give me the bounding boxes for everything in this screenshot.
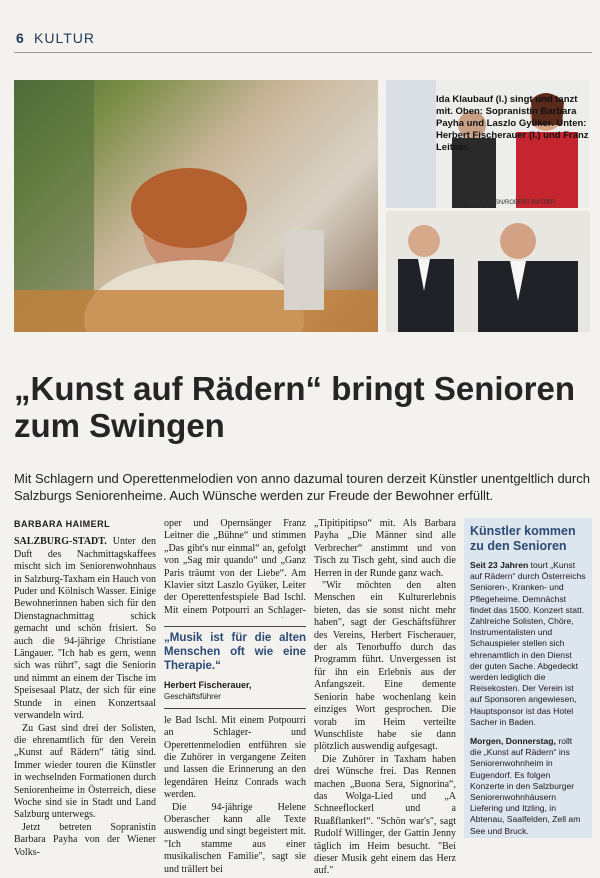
article-column-1 [14,518,156,859]
article-lead: Mit Schlagern und Operettenmelodien von anno dazumal touren derzeit Künstler unentgeltlich durch Salzburgs Seniorenheime. Auch Wünsche werden zur Freude der Bewohner erfüllt. [14,471,590,503]
section-name: KULTUR [34,30,95,46]
pull-quote-author: Herbert Fischerauer, [164,680,252,690]
photo-credit: BILDER: SN/ROBERT RATZER [470,200,556,206]
paragraph: Zu Gast sind drei der Solisten, die ehrenamtlich für den Verein „Kunst auf Rädern“ tätig sind. Immer wieder touren die Künstler in wechselnden Formationen durch Seniorenheime in Österreich, diese Woche sind sie in Stadt und Land Salzburg unterwegs. [14,722,156,821]
paragraph: „Tipitipitipso“ mit. Als Barbara Payha „Die Männer sind alle Verbrecher“ anstimmt und von Tisch zu Tisch geht, sind auch die Herren in der Runde ganz wach. [314,518,456,579]
info-box-paragraph: Seit 23 Jahren tourt „Kunst auf Rädern“ durch Österreichs Senioren-, Kranken- und Pflegeheime. Demnächst findet das 1500. Konzert statt. Zahlreiche Solisten, Chöre, Instrumentalisten und Schauspieler stellen sich ehrenamtlich in den Dienst der guten Sache. Abgedeckt werden lediglich die Reisekosten. Der Verein ist auf Sponsoren angewiesen, Hauptsponsor ist das Hotel Sacher in Baden. [470,560,586,727]
photo-main-illustration [14,80,378,332]
info-box-title: Künstler kommen zu den Senioren [470,524,576,553]
article-headline: „Kunst auf Rädern“ bringt Senioren zum Swingen [14,370,576,444]
article-column-3 [314,518,456,878]
paragraph: SALZBURG-STADT. Unter den Duft des Nachmittagskaffees mischt sich im Seniorenwohnhaus in Salzburg-Taxham ein Hauch von Puder und Kölnisch Wasser. Einige Bewohnerinnen haben sich für den Dienstagnachmittag schick gemacht und schön frisiert. So auch die 94-jährige Christiane Längauer. "Ich hab es gern, wenn sich was rührt", sagt die Seniorin und nimmt an einem der Tische im Speisesaal Platz, der sich für eine Stunde in einen Konzertsaal verwandeln wird. [14,536,156,722]
pull-quote-role: Geschäftsführer [164,692,221,702]
author-name: BARBARA HAIMERL [14,519,111,529]
paragraph: Die 94-jährige Helene Oberascher kann alle Texte auswendig und singt begeistert mit. "Ich stamme aus einer musikalischen Familie", sagt sie und trällert bei [164,801,306,875]
paragraph: Jetzt betreten Sopranistin Barbara Payha von der Wiener Volks- [14,821,156,858]
photo-caption: Ida Klaubauf (l.) singt und tanzt mit. Oben: Sopranistin Barbara Payha und Laszlo Gyüker. Unten: Herbert Fischerauer (l.) und Franz Leitner. [436,94,589,153]
paragraph: oper und Opernsänger Franz Leitner die „Bühne“ und stimmen „Das gibt's nur einmal“ an, gefolgt von „Sag mir quando“ und „Ganz Paris träumt von der Liebe“. Am Klavier sitzt Laszlo Gyüker, Leiter der Operettenfestspiele Bad Ischl. Mit einem Potpourri an Schlager- [164,518,306,616]
paragraph: le Bad Ischl. Mit einem Potpourri an Schlager- und Operettenmelodien entführen sie die Zuhörer in vergangene Zeiten und lassen die Erinnerung an den legendären Heinz Conrads wach werden. [164,714,306,801]
info-box-paragraph: Morgen, Donnerstag, rollt die „Kunst auf Rädern“ ins Seniorenwohnheim in Eugendorf. Es folgen Konzerte in den Salzburger Seniorenwohnhäusern Liefering und Itzling, in Abtenau, Saalfelden, Zell am See und Bruck. [470,736,581,836]
dateline: SALZBURG-STADT. [14,536,107,548]
pull-quote-text: „Musik ist für die alten Menschen oft wie eine Therapie.“ [164,632,306,672]
pull-quote [164,626,306,709]
article-column-2 [164,518,306,876]
page-header [14,28,592,53]
info-box [464,518,592,838]
photo-bottom-right [386,211,590,332]
paragraph: "Wir möchten den alten Menschen ein Kulturerlebnis bieten, das sie sonst nicht mehr haben", sagt der Geschäftsführer des Vereins, Herbert Fischerauer, der als Tenorbuffo durch das Programm führt. Unvergessen ist für ihn ein Erlebnis aus der Anfangszeit. Eine demente Seniorin habe wochenlang kein einziges Wort gesprochen. Die vorab im Heim verteilte Wunschliste habe sie dann plötzlich auswendig aufgesagt. [314,580,456,753]
paragraph: Die Zuhörer in Taxham haben drei Wünsche frei. Das Rennen machen „Buona Sera, Signorina“, das Wolga-Lied und „A Schneeflockerl und a Ruaßflankerl“. "Schön war's", sagt Rudolf Willinger, der Gattin Jenny täglich im Heim besucht. "Bei dieser Musik geht einem das Herz auf." [314,753,456,877]
page-number: 6 [16,30,24,46]
photo-bottom-right-illustration [386,211,590,332]
photo-main [14,80,378,332]
